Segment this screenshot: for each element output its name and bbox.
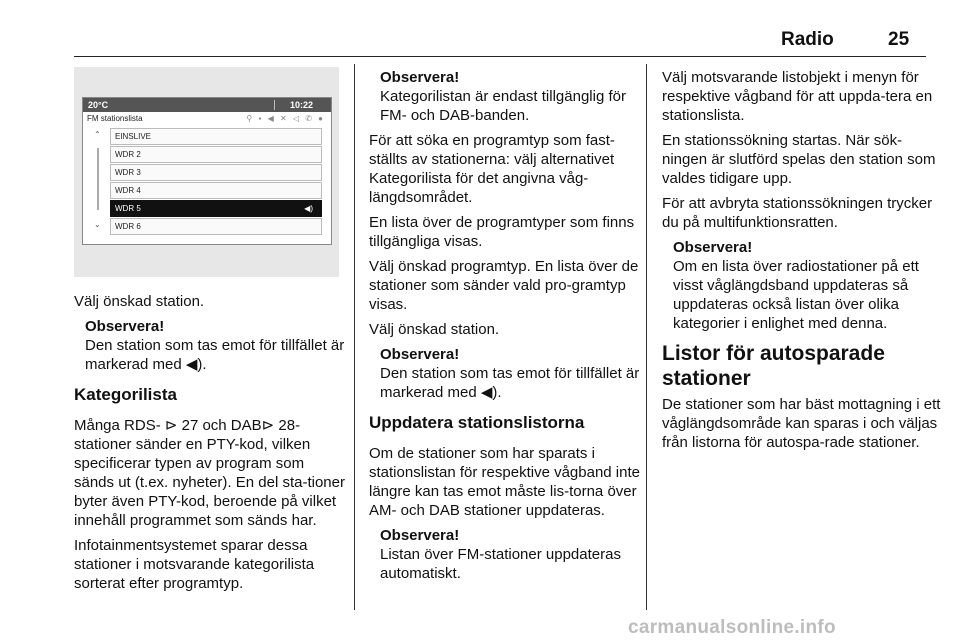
paragraph: De stationer som har bäst mottagning i ett våglängdsområde kan sparas i och väljas från listorna för autospa-rade stationer. — [662, 396, 941, 451]
note-text: Den station som tas emot för tillfället är markerad med ◀). — [85, 337, 345, 373]
station-label: WDR 6 — [115, 222, 141, 231]
paragraph: Välj önskad programtyp. En lista över de stationer som sänder vald pro-gramtyp visas. — [369, 258, 639, 313]
station-label: WDR 4 — [115, 186, 141, 195]
infotainment-screen — [82, 97, 332, 245]
list-title: FM stationslista — [87, 114, 143, 123]
note — [673, 238, 942, 333]
page-number: 25 — [888, 29, 910, 50]
paragraph: En lista över de programtyper som finns tillgängliga visas. — [369, 214, 635, 250]
clock: 10:22 — [289, 100, 313, 110]
paragraph: För att söka en programtyp som fast-ställts av stationerna: välj alternativet Kategorilista för det angivna våg-längdsområdet. — [369, 132, 615, 206]
list-header — [83, 112, 331, 125]
note-title: Observera! — [380, 346, 460, 363]
paragraph: Välj önskad station. — [369, 321, 500, 338]
watermark: carmanualsonline.info — [628, 617, 836, 638]
section-title: Radio — [781, 29, 834, 50]
paragraph: Många RDS- ⊳ 27 och DAB⊳ 28-stationer sänder en PTY-kod, vilken specificerar typen av program som sänds ut (t.ex. nyheter). En del sta-tioner byter även PTY-kod, beroende på vilket innehåll programmet som sänds har. — [74, 417, 345, 529]
station-label: EINSLIVE — [115, 132, 152, 141]
paragraph: Om de stationer som har sparats i stationslistan för respektive vågband inte längre kan tas emot måste lis-torna över AM- och DAB stationer uppdateras. — [369, 445, 640, 519]
scrollbar[interactable] — [97, 148, 99, 210]
station-row[interactable] — [110, 146, 322, 163]
column-divider — [646, 64, 647, 610]
paragraph: Välj önskad station. — [74, 293, 205, 310]
column-3 — [662, 68, 942, 458]
note-title: Observera! — [380, 69, 460, 86]
station-label: WDR 3 — [115, 168, 141, 177]
note — [380, 345, 643, 402]
radio-screenshot — [74, 67, 339, 277]
status-bar — [83, 98, 331, 112]
header-divider — [74, 56, 926, 57]
paragraph: För att avbryta stationssökningen trycker du på multifunktionsratten. — [662, 195, 933, 231]
heading-kategorilista: Kategorilista — [74, 385, 177, 404]
heading-uppdatera: Uppdatera stationslistorna — [369, 413, 585, 432]
note-text: Den station som tas emot för tillfället är markerad med ◀). — [380, 365, 640, 401]
note-title: Observera! — [673, 239, 753, 256]
note — [380, 526, 643, 583]
heading-listor: Listor för autosparade stationer — [662, 342, 885, 390]
station-label: WDR 2 — [115, 150, 141, 159]
column-1 — [74, 292, 348, 599]
paragraph: Välj motsvarande listobjekt i menyn för respektive vågband för att uppda-tera en stationslista. — [662, 69, 933, 124]
note — [380, 68, 643, 125]
station-list — [110, 128, 322, 236]
paragraph: En stationssökning startas. När sök-ningen är slutförd spelas den station som valdes tidigare upp. — [662, 132, 936, 187]
note-title: Observera! — [380, 527, 460, 544]
column-divider — [354, 64, 355, 610]
note-title: Observera! — [85, 318, 165, 335]
column-2 — [369, 68, 643, 589]
paragraph: Infotainmentsystemet sparar dessa stationer i motsvarande kategorilista sorterat efter programtyp. — [74, 537, 315, 592]
status-separator — [274, 100, 275, 110]
station-label: WDR 5 — [115, 204, 141, 213]
note-text: Kategorilistan är endast tillgänglig för FM- och DAB-banden. — [380, 88, 626, 124]
status-icons: ⚲ ▪ ◀ ✕ ◁ ✆ ● — [246, 114, 325, 123]
station-row[interactable] — [110, 128, 322, 145]
temperature: 20°C — [88, 100, 109, 110]
station-row[interactable] — [110, 164, 322, 181]
station-row[interactable] — [110, 218, 322, 235]
note — [85, 317, 348, 374]
scroll-down-icon[interactable]: ⌄ — [94, 220, 101, 229]
note-text: Listan över FM-stationer uppdateras automatiskt. — [380, 546, 621, 582]
station-row[interactable] — [110, 200, 322, 217]
scroll-up-icon[interactable]: ⌃ — [94, 130, 101, 139]
note-text: Om en lista över radiostationer på ett visst våglängdsband uppdateras så uppdateras också listan över olika kategorier i enlighet med denna. — [673, 258, 919, 332]
station-row[interactable] — [110, 182, 322, 199]
speaker-icon: ◀) — [304, 204, 313, 213]
